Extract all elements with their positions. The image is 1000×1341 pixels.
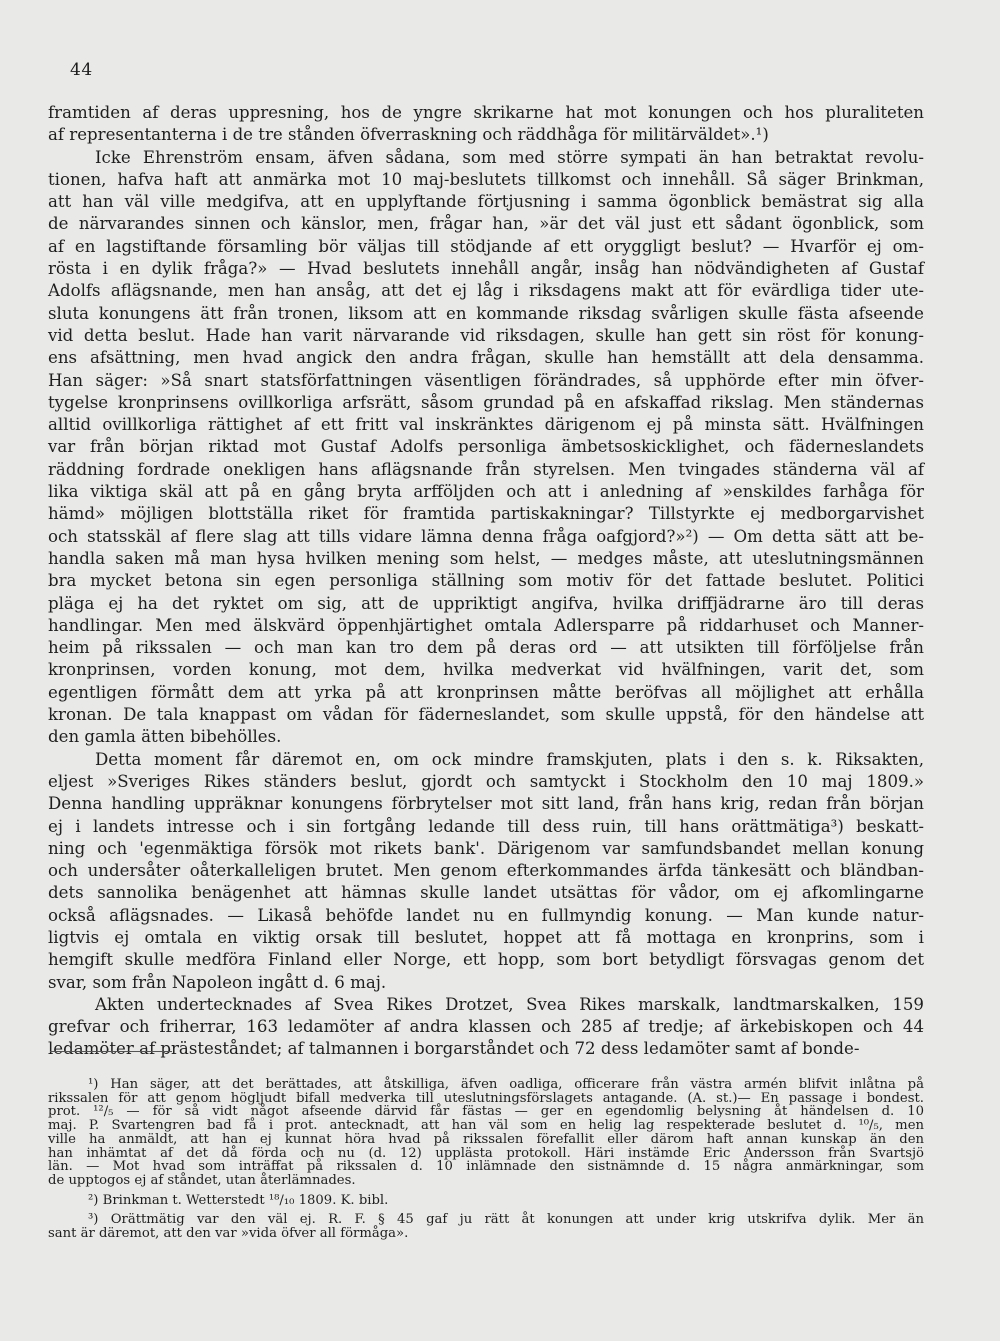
text-line: svar, som från Napoleon ingått d. 6 maj.	[48, 972, 387, 992]
footnote-line: han inhämtat af det då förda och nu (d. 12) upplästa protokoll. Häri instämde Eric Andersson från Svartsjö	[48, 1145, 924, 1161]
text-line: handla saken må man hysa hvilken mening som helst, — medges måste, att uteslutningsmännen	[48, 548, 924, 568]
text-line: ligtvis ej omtala en viktig orsak till beslutet, hoppet att få mottaga en kronprins, som i	[48, 927, 924, 947]
text-line: och undersåter oåterkalleligen brutet. Men genom efterkommandes ärfda tänkesätt och bländban-	[48, 861, 924, 881]
footnote-line: rikssalen för att genom högljudt bifall medverka till uteslutningsförslagets antagande. (A. st.)— En passage i bondest.	[48, 1090, 924, 1106]
text-line: heim på rikssalen — och man kan tro dem på deras ord — att utsikten till förföljelse från	[48, 638, 924, 658]
text-line: Han säger: »Så snart statsförfattningen väsentligen förändrades, så upphörde efter min öfver-	[48, 370, 924, 390]
text-line: sluta konungens ätt från tronen, liksom att en kommande riksdag svårligen skulle fästa afseende	[48, 303, 924, 323]
text-line: lika viktiga skäl att på en gång bryta arfföljden och att i anledning af »enskildes farhåga för	[48, 482, 924, 502]
footnote-line: prot. ¹²/₅ — för så vidt något afseende därvid får fästas — ger en egendomlig belysning åt händelsen d. 10	[48, 1104, 924, 1120]
text-line: vid detta beslut. Hade han varit närvarande vid riksdagen, skulle han gett sin röst för konung-	[48, 325, 924, 345]
footnote-line: ²) Brinkman t. Wetterstedt ¹⁸/₁₀ 1809. K. bibl.	[88, 1192, 389, 1208]
text-line: bra mycket betona sin egen personliga ställning som motiv för det fattade beslutet. Politici	[48, 571, 924, 591]
text-line: tionen, hafva haft att anmärka mot 10 maj-beslutets tillkomst och innehåll. Så säger Brinkman,	[48, 169, 924, 189]
text-line: handlingar. Men med älskvärd öppenhjärtighet omtala Adlersparre på riddarhuset och Manner-	[48, 615, 924, 635]
text-line: framtiden af deras uppresning, hos de yngre skrikarne hat mot konungen och hos pluraliteten	[48, 103, 924, 122]
text-line: räddning fordrade onekligen hans aflägsnande från styrelsen. Men tvingades ständerna väl af	[48, 459, 924, 479]
text-line: de närvarandes sinnen och känslor, men, frågar han, »är det väl just ett sådant ögonblick, som	[48, 214, 924, 234]
text-line: och statsskäl af flere slag att tills vidare lämna denna fråga oafgjord?»²) — Om detta sätt att be-	[48, 526, 924, 546]
paragraph	[48, 749, 924, 994]
paragraph	[48, 147, 924, 749]
text-line: alltid ovillkorliga rättighet af ett fritt val inskränktes därigenom ej på minsta sätt. Hvälfningen	[48, 415, 924, 435]
text-line: dets sannolika benägenhet att hämnas skulle landet utsättas för vådor, om ej afkomlingarne	[48, 883, 924, 903]
text-line: Detta moment får däremot en, om ock mindre framskjuten, plats i den s. k. Riksakten,	[95, 749, 924, 769]
footnote-line: län. — Mot hvad som inträffat på rikssalen d. 10 inlämnade den sistnämnde d. 15 några anmärkningar, som	[48, 1159, 924, 1175]
text-line: var från början riktad mot Gustaf Adolfs personliga ämbetsoskicklighet, och fäderneslandets	[48, 437, 924, 457]
text-line: grefvar och friherrar, 163 ledamöter af andra klassen och 285 af tredje; af ärkebiskopen och 44	[48, 1017, 924, 1037]
text-line: kronprinsen, vorden konung, mot dem, hvilka medverkat vid hvälfningen, varit det, som	[48, 660, 924, 680]
footnote-line: de upptogos ej af ståndet, utan återlämnades.	[48, 1172, 356, 1188]
text-line: rösta i en dylik fråga?» — Hvad beslutets innehåll angår, insåg han nödvändigheten af Gustaf	[48, 259, 924, 279]
paragraph	[48, 102, 924, 147]
text-line: Denna handling uppräknar konungens förbrytelser mot sitt land, från hans krig, redan från början	[48, 794, 924, 814]
paragraph	[48, 994, 924, 1061]
footnotes	[48, 1078, 924, 1241]
text-line: hemgift skulle medföra Finland eller Norge, ett hopp, som bort betydligt försvagas genom det	[48, 950, 924, 970]
footnote-rule	[50, 1051, 172, 1052]
page-number: 44	[70, 60, 93, 80]
text-line: af representanterna i de tre stånden öfverraskning och räddhåga för militärväldet».¹)	[48, 125, 769, 145]
footnote-line: ville ha anmäldt, att han ej kunnat höra hvad på rikssalen förefallit eller därom haft annan kunskap än den	[48, 1131, 924, 1147]
footnote-line: maj. P. Svartengren bad få i prot. antecknadt, att han väl som en helig lag respekterade beslutet d. ¹⁰/₅, men	[48, 1118, 924, 1134]
footnote	[48, 1194, 924, 1208]
footnote-line: ¹) Han säger, att det berättades, att åtskilliga, äfven oadliga, officerare från västra armén blifvit inlåtna på	[88, 1077, 924, 1092]
text-line: tygelse kronprinsens ovillkorliga arfsrätt, såsom grundad på en afskaffad rikslag. Men ständernas	[48, 392, 924, 412]
footnote	[48, 1078, 924, 1188]
text-line: hämd» möjligen blottställa riket för framtida partiskakningar? Tillstyrkte ej medborgarvishet	[48, 504, 924, 524]
text-line: af en lagstiftande församling bör väljas till stödjande af ett oryggligt beslut? — Hvarför ej om-	[48, 236, 924, 256]
text-line: också aflägsnades. — Likaså behöfde landet nu en fullmyndig konung. — Man kunde natur-	[48, 905, 924, 925]
text-line: den gamla ätten bibehölles.	[48, 727, 282, 747]
text-line: ens afsättning, men hvad angick den andra frågan, skulle han hemställt att dela densamma.	[48, 348, 924, 368]
footnote-line: ³) Orättmätig var den väl ej. R. F. § 45 gaf ju rätt åt konungen att under krig utskrifva dylik. Mer än	[88, 1212, 924, 1228]
text-line: Adolfs aflägsnande, men han ansåg, att det ej låg i riksdagens makt att för evärdliga tider ute-	[48, 281, 924, 301]
text-line: att han väl ville medgifva, att en upplyftande förtjusning i samma ögonblick bemästrat sig alla	[48, 192, 924, 212]
text-line: ej i landets intresse och i sin fortgång ledande till dess ruin, till hans orättmätiga³) beskatt-	[48, 816, 924, 836]
text-line: Icke Ehrenström ensam, äfven sådana, som med större sympati än han betraktat revolu-	[95, 147, 924, 167]
text-line: eljest »Sveriges Rikes ständers beslut, gjordt och samtyckt i Stockholm den 10 maj 1809.»	[48, 771, 924, 791]
text-line: pläga ej ha det ryktet om sig, att de uppriktigt angifva, hvilka driffjädrarne äro till deras	[48, 593, 924, 613]
text-line: Akten undertecknades af Svea Rikes Drotzet, Svea Rikes marskalk, landtmarskalken, 159	[95, 994, 924, 1014]
text-line: kronan. De tala knappast om vådan för fäderneslandet, som skulle uppstå, för den händelse att	[48, 705, 924, 725]
text-line: ning och 'egenmäktiga försök mot rikets bank'. Därigenom var samfundsbandet mellan konung	[48, 838, 924, 858]
main-text	[48, 102, 924, 1061]
footnote	[48, 1213, 924, 1240]
footnote-line: sant är däremot, att den var »vida öfver all förmåga».	[48, 1226, 409, 1242]
text-line: ledamöter af prästeståndet; af talmannen i borgarståndet och 72 dess ledamöter samt af bonde-	[48, 1039, 860, 1059]
text-line: egentligen förmått dem att yrka på att kronprinsen måtte beröfvas all möjlighet att erhålla	[48, 682, 924, 702]
